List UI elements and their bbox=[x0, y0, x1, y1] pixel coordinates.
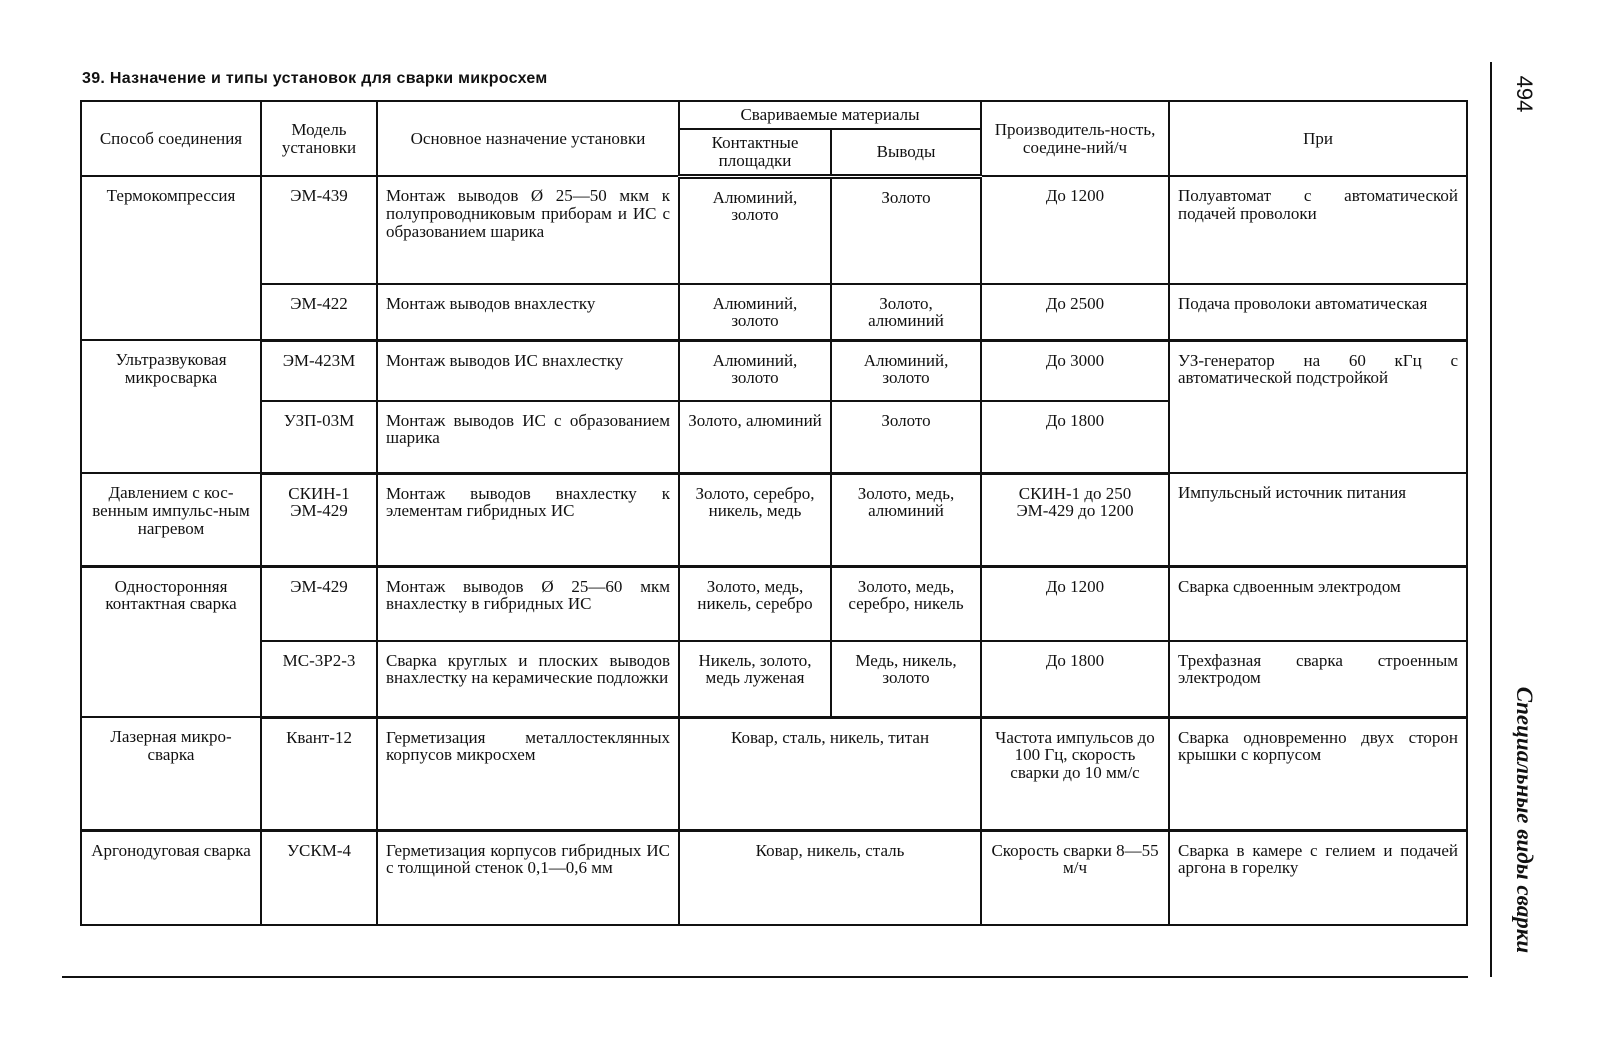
table-row bbox=[81, 284, 1467, 341]
productivity-cell: До 1800 bbox=[981, 401, 1169, 474]
method-cell: Термокомпрессия bbox=[81, 176, 261, 340]
table-row bbox=[81, 340, 1467, 401]
notes-cell: Подача проволоки автоматическая bbox=[1169, 284, 1467, 341]
table-row bbox=[81, 473, 1467, 566]
table-row bbox=[81, 176, 1467, 284]
leads-cell: Золото bbox=[831, 401, 981, 474]
leads-cell: Золото, медь, серебро, никель bbox=[831, 566, 981, 641]
purpose-cell: Монтаж выводов внахлестку к элементам гибридных ИС bbox=[377, 473, 679, 566]
materials-cell: Ковар, никель, сталь bbox=[679, 830, 981, 925]
purpose-cell: Монтаж выводов ИС внахлестку bbox=[377, 340, 679, 401]
model-cell: МС-3Р2-3 bbox=[261, 641, 377, 718]
model-cell: ЭМ-422 bbox=[261, 284, 377, 341]
productivity-cell: До 3000 bbox=[981, 340, 1169, 401]
productivity-cell: Скорость сварки 8—55 м/ч bbox=[981, 830, 1169, 925]
model-cell: УСКМ-4 bbox=[261, 830, 377, 925]
contacts-cell: Алюминий, золото bbox=[679, 284, 831, 341]
productivity-cell: До 1800 bbox=[981, 641, 1169, 718]
model-cell: Квант-12 bbox=[261, 717, 377, 830]
purpose-cell: Герметизация металлостеклянных корпусов микросхем bbox=[377, 717, 679, 830]
purpose-cell: Монтаж выводов внахлестку bbox=[377, 284, 679, 341]
purpose-cell: Монтаж выводов Ø 25—60 мкм внахлестку в гибридных ИС bbox=[377, 566, 679, 641]
productivity-cell: СКИН-1 до 250 ЭМ-429 до 1200 bbox=[981, 473, 1169, 566]
contacts-cell: Алюминий, золото bbox=[679, 176, 831, 284]
header-productivity: Производитель-ность, соедине-ний/ч bbox=[981, 101, 1169, 176]
productivity-cell: Частота импульсов до 100 Гц, скорость сварки до 10 мм/с bbox=[981, 717, 1169, 830]
welding-equipment-table bbox=[80, 100, 1468, 926]
model-cell: ЭМ-429 bbox=[261, 566, 377, 641]
productivity-cell: До 1200 bbox=[981, 176, 1169, 284]
header-model: Модель установки bbox=[261, 101, 377, 176]
model-cell: УЗП-03М bbox=[261, 401, 377, 474]
header-leads: Выводы bbox=[831, 129, 981, 176]
bottom-rule bbox=[62, 976, 1468, 978]
table-row bbox=[81, 566, 1467, 641]
contacts-cell: Золото, серебро, никель, медь bbox=[679, 473, 831, 566]
contacts-cell: Золото, алюминий bbox=[679, 401, 831, 474]
header-purpose: Основное назначение установки bbox=[377, 101, 679, 176]
page-number-text: 494 bbox=[1512, 75, 1537, 113]
notes-cell: Сварка в камере с гелием и подачей аргона в горелку bbox=[1169, 830, 1467, 925]
leads-cell: Золото bbox=[831, 176, 981, 284]
leads-cell: Золото, алюминий bbox=[831, 284, 981, 341]
model-cell: ЭМ-439 bbox=[261, 176, 377, 284]
method-cell: Лазерная микро-сварка bbox=[81, 717, 261, 830]
notes-cell: Полуавтомат с автоматической подачей проволоки bbox=[1169, 176, 1467, 284]
method-cell: Аргонодуговая сварка bbox=[81, 830, 261, 925]
leads-cell: Алюминий, золото bbox=[831, 340, 981, 401]
method-cell: Давлением с кос-венным импульс-ным нагревом bbox=[81, 473, 261, 566]
running-title-text: Специальные виды сварки bbox=[1512, 686, 1537, 954]
side-rule bbox=[1490, 62, 1492, 977]
contacts-cell: Золото, медь, никель, серебро bbox=[679, 566, 831, 641]
page-number bbox=[1494, 64, 1554, 124]
header-materials: Свариваемые материалы bbox=[679, 101, 981, 129]
notes-cell: Трехфазная сварка строенным электродом bbox=[1169, 641, 1467, 718]
leads-cell: Золото, медь, алюминий bbox=[831, 473, 981, 566]
productivity-cell: До 2500 bbox=[981, 284, 1169, 341]
model-cell: СКИН-1 ЭМ-429 bbox=[261, 473, 377, 566]
contacts-cell: Никель, золото, медь луженая bbox=[679, 641, 831, 718]
purpose-cell: Монтаж выводов ИС с образованием шарика bbox=[377, 401, 679, 474]
model-cell: ЭМ-423М bbox=[261, 340, 377, 401]
purpose-cell: Монтаж выводов Ø 25—50 мкм к полупроводниковым приборам и ИС с образованием шарика bbox=[377, 176, 679, 284]
table-row bbox=[81, 641, 1467, 718]
notes-cell: УЗ-генератор на 60 кГц с автоматической подстройкой bbox=[1169, 340, 1467, 473]
header-contacts: Контактные площадки bbox=[679, 129, 831, 176]
header-method: Способ соединения bbox=[81, 101, 261, 176]
notes-cell: Сварка одновременно двух сторон крышки с корпусом bbox=[1169, 717, 1467, 830]
purpose-cell: Сварка круглых и плоских выводов внахлестку на керамические подложки bbox=[377, 641, 679, 718]
leads-cell: Медь, никель, золото bbox=[831, 641, 981, 718]
method-cell: Односторонняя контактная сварка bbox=[81, 566, 261, 717]
header-notes: При bbox=[1169, 101, 1467, 176]
materials-cell: Ковар, сталь, никель, титан bbox=[679, 717, 981, 830]
table-caption: 39. Назначение и типы установок для сварки микросхем bbox=[82, 70, 548, 87]
notes-cell: Импульсный источник питания bbox=[1169, 473, 1467, 566]
productivity-cell: До 1200 bbox=[981, 566, 1169, 641]
purpose-cell: Герметизация корпусов гибридных ИС с толщиной стенок 0,1—0,6 мм bbox=[377, 830, 679, 925]
notes-cell: Сварка сдвоенным электродом bbox=[1169, 566, 1467, 641]
running-title bbox=[1504, 660, 1544, 980]
contacts-cell: Алюминий, золото bbox=[679, 340, 831, 401]
table-row bbox=[81, 717, 1467, 830]
method-cell: Ультразвуковая микросварка bbox=[81, 340, 261, 473]
table-row bbox=[81, 830, 1467, 925]
